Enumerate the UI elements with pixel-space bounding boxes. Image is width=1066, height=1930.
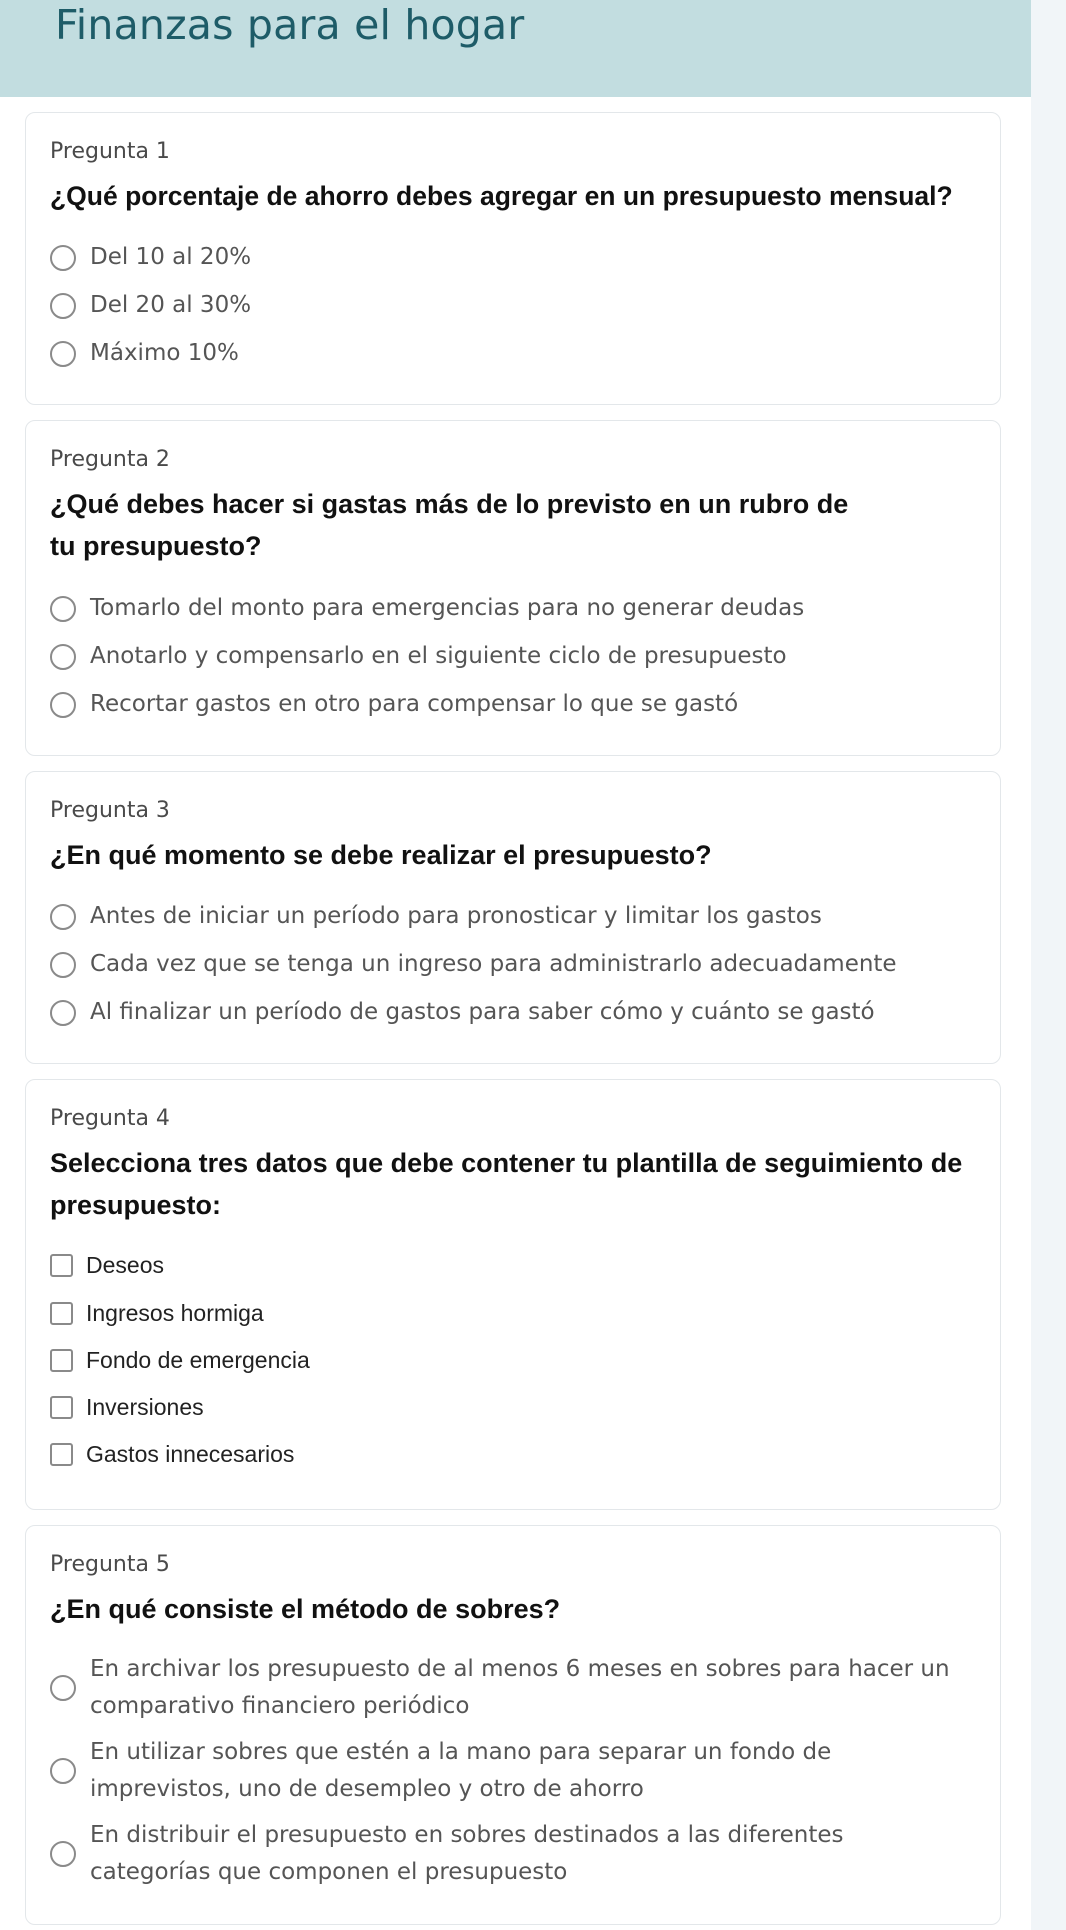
option-label[interactable]: Del 10 al 20% xyxy=(90,244,252,270)
answer-option[interactable] xyxy=(50,590,980,627)
question-card-1 xyxy=(25,112,1001,405)
option-label[interactable]: Tomarlo del monto para emergencias para no generar deudas xyxy=(90,595,805,621)
question-text: ¿Qué debes hacer si gastas más de lo previsto en un rubro de tu presupuesto? xyxy=(50,489,849,561)
answer-option[interactable] xyxy=(50,1817,960,1891)
radio-button[interactable] xyxy=(50,952,76,978)
answer-option[interactable] xyxy=(50,898,980,935)
radio-button[interactable] xyxy=(50,596,76,622)
option-label[interactable]: Antes de iniciar un período para pronosticar y limitar los gastos xyxy=(90,903,822,929)
checkbox-option[interactable] xyxy=(50,1389,980,1426)
option-label[interactable]: Fondo de emergencia xyxy=(86,1347,310,1373)
answer-option[interactable] xyxy=(50,287,980,324)
option-label[interactable]: En utilizar sobres que estén a la mano para separar un fondo de imprevistos, uno de desempleo y otro de ahorro xyxy=(90,1739,832,1802)
answer-option[interactable] xyxy=(50,994,980,1031)
checkbox[interactable] xyxy=(50,1396,73,1419)
question-card-2 xyxy=(25,420,1001,756)
option-label[interactable]: Recortar gastos en otro para compensar lo que se gastó xyxy=(90,691,739,717)
answer-option[interactable] xyxy=(50,239,980,276)
answer-option[interactable] xyxy=(50,638,980,675)
radio-button[interactable] xyxy=(50,692,76,718)
option-label[interactable]: Del 20 al 30% xyxy=(90,292,252,318)
checkbox-option[interactable] xyxy=(50,1247,980,1284)
question-card-5 xyxy=(25,1525,1001,1925)
question-number: Pregunta 3 xyxy=(50,798,170,823)
checkbox-option[interactable] xyxy=(50,1295,980,1332)
question-number: Pregunta 5 xyxy=(50,1552,170,1577)
radio-button[interactable] xyxy=(50,1000,76,1026)
question-card-4 xyxy=(25,1079,1001,1510)
radio-button[interactable] xyxy=(50,245,76,271)
option-label[interactable]: Máximo 10% xyxy=(90,340,239,366)
answer-option[interactable] xyxy=(50,686,980,723)
option-label[interactable]: Ingresos hormiga xyxy=(86,1300,264,1326)
question-number: Pregunta 1 xyxy=(50,139,170,164)
option-label[interactable]: Al finalizar un período de gastos para saber cómo y cuánto se gastó xyxy=(90,999,875,1025)
option-label[interactable]: En archivar los presupuesto de al menos 6 meses en sobres para hacer un comparativo financiero periódico xyxy=(90,1656,950,1719)
question-number: Pregunta 4 xyxy=(50,1106,170,1131)
answer-option[interactable] xyxy=(50,946,980,983)
header-banner xyxy=(0,0,1031,97)
radio-button[interactable] xyxy=(50,341,76,367)
radio-button[interactable] xyxy=(50,1758,76,1784)
option-label[interactable]: Cada vez que se tenga un ingreso para administrarlo adecuadamente xyxy=(90,951,897,977)
radio-button[interactable] xyxy=(50,1675,76,1701)
radio-button[interactable] xyxy=(50,293,76,319)
question-card-3 xyxy=(25,771,1001,1064)
radio-button[interactable] xyxy=(50,644,76,670)
question-text: ¿En qué consiste el método de sobres? xyxy=(50,1594,561,1624)
checkbox[interactable] xyxy=(50,1349,73,1372)
question-text: Selecciona tres datos que debe contener tu plantilla de seguimiento de presupuesto: xyxy=(50,1148,963,1220)
answer-option[interactable] xyxy=(50,1734,960,1808)
answer-option[interactable] xyxy=(50,335,980,372)
question-number: Pregunta 2 xyxy=(50,447,170,472)
radio-button[interactable] xyxy=(50,1841,76,1867)
checkbox[interactable] xyxy=(50,1443,73,1466)
checkbox-option[interactable] xyxy=(50,1436,980,1473)
option-label[interactable]: Anotarlo y compensarlo en el siguiente ciclo de presupuesto xyxy=(90,643,787,669)
question-text: ¿En qué momento se debe realizar el presupuesto? xyxy=(50,840,712,870)
option-label[interactable]: En distribuir el presupuesto en sobres destinados a las diferentes categorías que componen el presupuesto xyxy=(90,1822,844,1885)
checkbox[interactable] xyxy=(50,1254,73,1277)
answer-option[interactable] xyxy=(50,1651,960,1725)
checkbox[interactable] xyxy=(50,1302,73,1325)
page-title: Finanzas para el hogar xyxy=(55,1,525,49)
question-text: ¿Qué porcentaje de ahorro debes agregar en un presupuesto mensual? xyxy=(50,181,953,211)
option-label[interactable]: Inversiones xyxy=(86,1394,204,1420)
option-label[interactable]: Gastos innecesarios xyxy=(86,1441,295,1467)
checkbox-option[interactable] xyxy=(50,1342,980,1379)
radio-button[interactable] xyxy=(50,904,76,930)
option-label[interactable]: Deseos xyxy=(86,1252,164,1278)
